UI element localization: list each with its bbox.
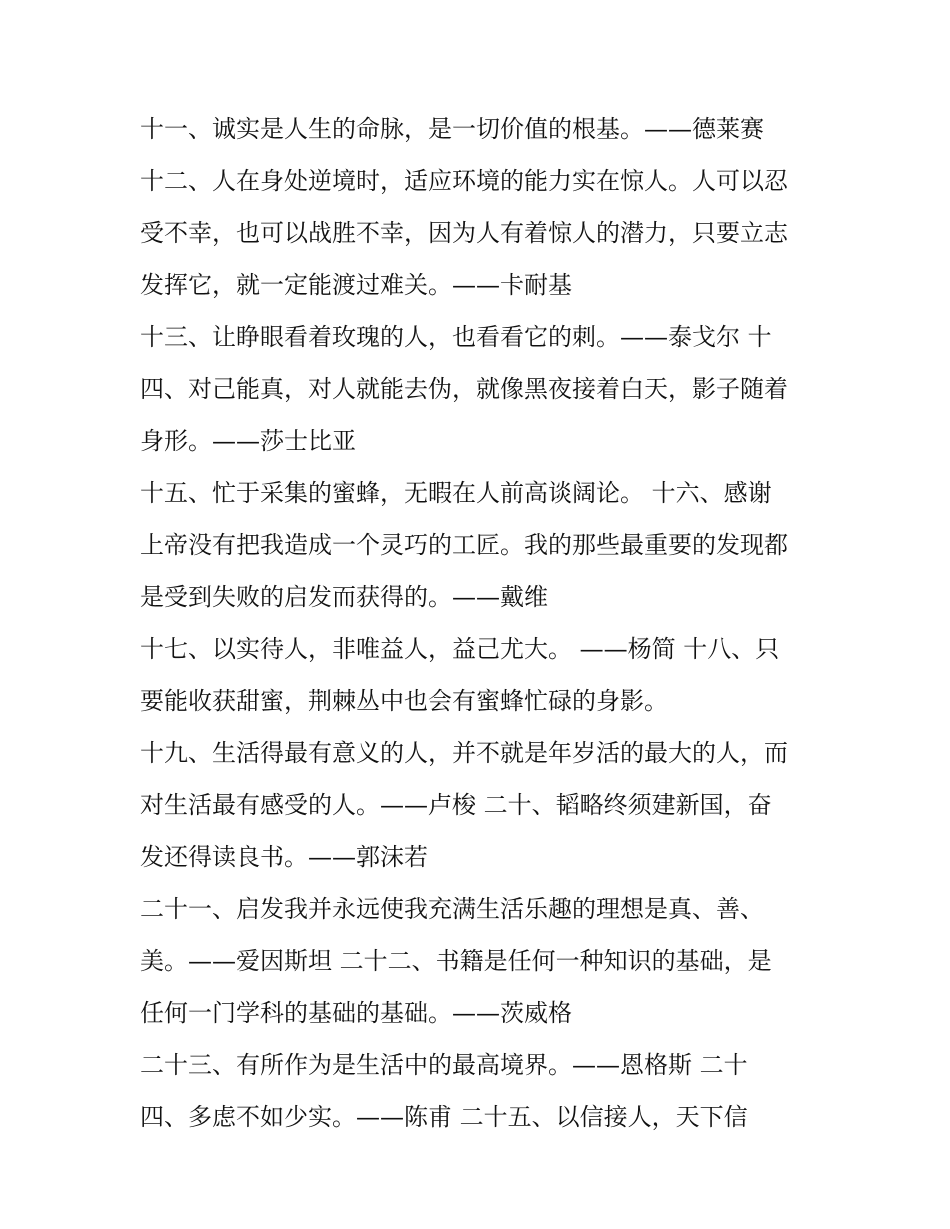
text-line-6: 四、对己能真，对人就能去伪，就像黑夜接着白天，影子随着 [140, 375, 788, 403]
text-line-17: 美。——爱因斯坦 二十二、书籍是任何一种知识的基础，是 [140, 947, 772, 975]
text-line-20: 四、多虑不如少实。——陈甫 二十五、以信接人，天下信 [140, 1103, 748, 1131]
text-line-12: 要能收获甜蜜，荆棘丛中也会有蜜蜂忙碌的身影。 [140, 687, 668, 715]
text-line-4: 发挥它，就一定能渡过难关。——卡耐基 [140, 271, 572, 299]
text-line-8: 十五、忙于采集的蜜蜂，无暇在人前高谈阔论。 十六、感谢 [140, 479, 772, 507]
text-line-18: 任何一门学科的基础的基础。——茨威格 [140, 999, 572, 1027]
text-line-14: 对生活最有感受的人。——卢梭 二十、韬略终须建新国，奋 [140, 791, 772, 819]
text-line-16: 二十一、启发我并永远使我充满生活乐趣的理想是真、善、 [140, 895, 764, 923]
document-body [140, 110, 820, 1136]
text-line-7: 身形。——莎士比亚 [140, 427, 356, 455]
text-line-10: 是受到失败的启发而获得的。——戴维 [140, 583, 548, 611]
text-line-11: 十七、以实待人，非唯益人，益己尤大。 ——杨简 十八、只 [140, 635, 780, 663]
text-line-3: 受不幸，也可以战胜不幸，因为人有着惊人的潜力，只要立志 [140, 219, 788, 247]
text-line-19: 二十三、有所作为是生活中的最高境界。——恩格斯 二十 [140, 1051, 748, 1079]
text-line-9: 上帝没有把我造成一个灵巧的工匠。我的那些最重要的发现都 [140, 531, 788, 559]
text-line-13: 十九、生活得最有意义的人，并不就是年岁活的最大的人，而 [140, 739, 788, 767]
text-line-2: 十二、人在身处逆境时，适应环境的能力实在惊人。人可以忍 [140, 167, 788, 195]
text-line-1: 十一、诚实是人生的命脉，是一切价值的根基。——德莱赛 [140, 115, 764, 143]
text-line-15: 发还得读良书。——郭沫若 [140, 843, 428, 871]
text-line-5: 十三、让睁眼看着玫瑰的人，也看看它的刺。——泰戈尔 十 [140, 323, 772, 351]
